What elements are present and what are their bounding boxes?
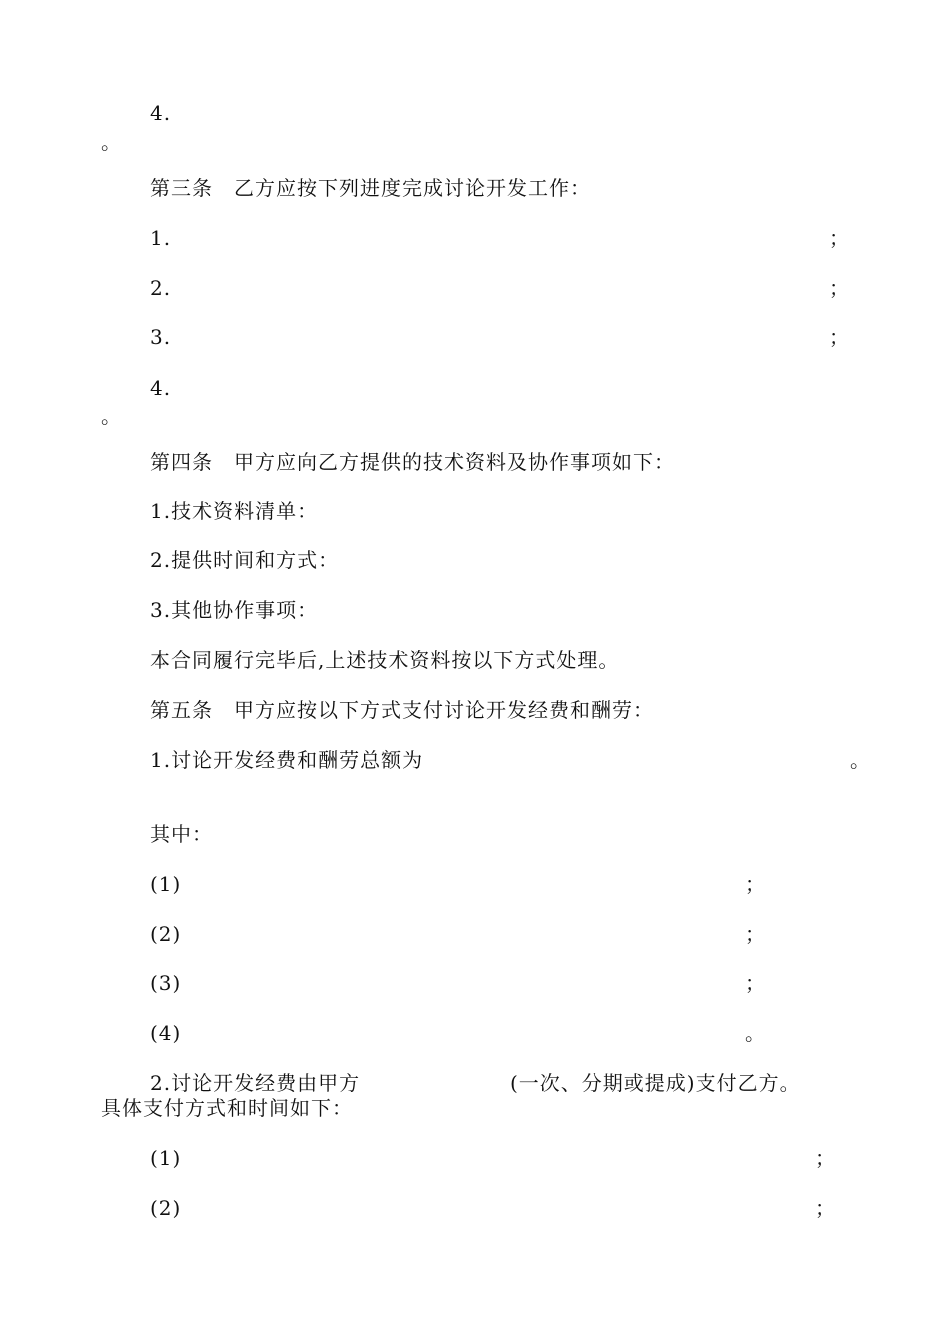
payment-item-1-end: ； (815, 1146, 836, 1170)
sub-item-4: (4) (150, 1021, 182, 1045)
payment-item-2-end: ； (815, 1196, 836, 1220)
sub-item-3: (3) (150, 971, 182, 995)
article-5-heading: 第五条 甲方应按以下方式支付讨论开发经费和酬劳： (150, 698, 654, 722)
period-first: 。 (101, 130, 122, 154)
article-3-item-3: 3. (150, 325, 172, 349)
article-4-item-3: 3.其他协作事项： (150, 598, 319, 622)
article-3-heading: 第三条 乙方应按下列进度完成讨论开发工作： (150, 176, 591, 200)
article-5-item-1: 1.讨论开发经费和酬劳总额为 (150, 748, 424, 772)
period-second: 。 (101, 404, 122, 428)
article-5-item-1-end: 。 (850, 748, 871, 772)
sub-item-2-end: ； (745, 922, 766, 946)
article-3-item-1: 1. (150, 226, 172, 250)
article-5-item-2-start: 2.讨论开发经费由甲方 (150, 1071, 361, 1095)
sub-item-1-end: ； (745, 872, 766, 896)
item-4-first: 4. (150, 101, 172, 125)
article-3-item-4: 4. (150, 376, 172, 400)
article-5-item-2-method: (一次、分期或提成)支付乙方。 (510, 1071, 801, 1095)
article-5-item-2-continued: 具体支付方式和时间如下： (101, 1096, 353, 1120)
payment-item-2: (2) (150, 1196, 182, 1220)
article-3-item-2-end: ； (829, 276, 850, 300)
payment-item-1: (1) (150, 1146, 182, 1170)
article-3-item-2: 2. (150, 276, 172, 300)
among-label: 其中： (150, 822, 213, 846)
sub-item-1: (1) (150, 872, 182, 896)
article-3-item-1-end: ； (829, 226, 850, 250)
article-3-item-3-end: ； (829, 325, 850, 349)
article-4-item-1: 1.技术资料清单： (150, 499, 319, 523)
sub-item-2: (2) (150, 922, 182, 946)
article-4-heading: 第四条 甲方应向乙方提供的技术资料及协作事项如下： (150, 450, 675, 474)
article-4-item-2: 2.提供时间和方式： (150, 548, 340, 572)
sub-item-3-end: ； (745, 971, 766, 995)
article-4-after-text: 本合同履行完毕后,上述技术资料按以下方式处理。 (150, 648, 620, 672)
sub-item-4-end: 。 (745, 1021, 766, 1045)
